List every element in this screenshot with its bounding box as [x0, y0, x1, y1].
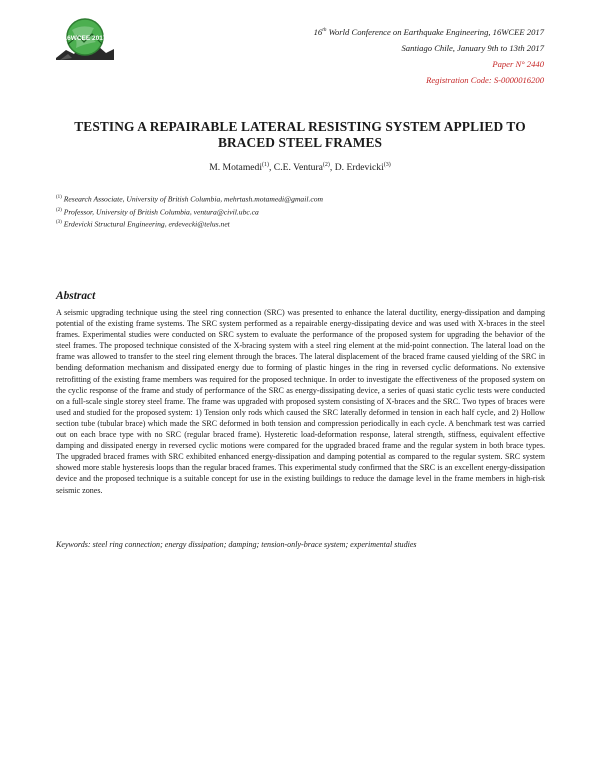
abstract-body: A seismic upgrading technique using the steel ring connection (SRC) was presented to enhance the lateral ductility, energy-dissipation and damping potential of the existing frame systems. The SRC system performed as a repairable energy-dissipating device and was used with X-braces in the steel frames. Experimental studies were conducted on SRC system to evaluate the performance of the proposed system for upgrading the behavior of the steel frames. The proposed technique consisted of the X-bracing system with a steel ring element at the mid-point connection. The lateral load on the frame was allowed to transfer to the steel ring element through the braces. The lateral displacement of the braced frame caused yielding of the SRC in bending deformation mechanism and dissipated energy due to forming of plastic hinges in the ring in reversed cyclic deformations. No extensive retrofitting of the existing frame members was required for the proposed technique. In order to investigate the effectiveness of the proposed system on the cyclic response of the frame and study of performance of the SRC as energy-dissipating device, a series of quasi static cyclic tests were conducted on a full-scale single storey steel frame. The frame was upgraded with proposed system consisting of X-braces and the SRC. Two types of braces were used and studied for the proposed system: 1) Tension only rods which caused the SRC laterally deformed in tension in each half cycle, and 2) Hollow section tube (tubular brace) which made the SRC deformed in both tension and compression periodically in each cycle. A benchmark test was carried out on each brace type with no SRC (regular braced frame). Hysteretic load-deformation response, lateral strength, stiffness, equivalent effective damping and dissipated energy in reversed cyclic motions were compared for the upgraded braced frame and the regular system in both brace types. The upgraded braced frames with SRC exhibited enhanced energy-dissipation and damping potential as compared to the regular system. SRC system showed more stable hysteresis loops than the regular braced frames. This experimental study confirmed that the SRC is an excellent energy-dissipation device and the proposed technique is a suitable concept for use in the existing buildings to reduce the damage level in the frame members in high-risk seismic zones. — [56, 308, 545, 495]
conference-logo — [54, 14, 116, 62]
conference-logo-graphic — [54, 14, 116, 62]
author-2: C.E. Ventura — [273, 162, 323, 174]
affiliations — [56, 192, 556, 230]
affiliation-1: $^{(1)}$ Research Associate, University of British Columbia, mehrtash.motamedi@gmail.com — [56, 194, 323, 204]
conference-header — [224, 22, 544, 88]
affiliation-3: $^{(3)}$ Erdevicki Structural Engineering, erdevecki@telus.net — [56, 219, 230, 229]
conference-name: 16th World Conference on Earthquake Engineering, 16WCEE 2017 — [313, 26, 544, 37]
paper-title — [40, 119, 560, 151]
registration-code: Registration Code: S-0000016200 — [426, 74, 544, 85]
authors: M. Motamedi$^{(1)}$, C.E. Ventura$^{(2)}$, D. Erdevicki$^{(3)}$ — [209, 162, 391, 174]
paper-number: Paper N° 2440 — [492, 58, 544, 69]
affiliation-2: $^{(2)}$ Professor, University of British Columbia, ventura@civil.ubc.ca — [56, 207, 259, 217]
conference-location-date: Santiago Chile, January 9th to 13th 2017 — [401, 42, 544, 53]
paper-title-line-2: BRACED STEEL FRAMES — [217, 135, 383, 150]
logo-text: 16WCEE 2017 — [63, 35, 107, 42]
abstract-heading: Abstract — [56, 290, 96, 302]
keywords: Keywords: steel ring connection; energy dissipation; damping; tension-only-brace system; experimental studies — [56, 540, 417, 549]
paper-title-line-1: TESTING A REPAIRABLE LATERAL RESISTING SYSTEM APPLIED TO — [74, 119, 526, 134]
author-3: D. Erdevicki — [334, 162, 384, 174]
author-1: M. Motamedi — [209, 162, 262, 174]
